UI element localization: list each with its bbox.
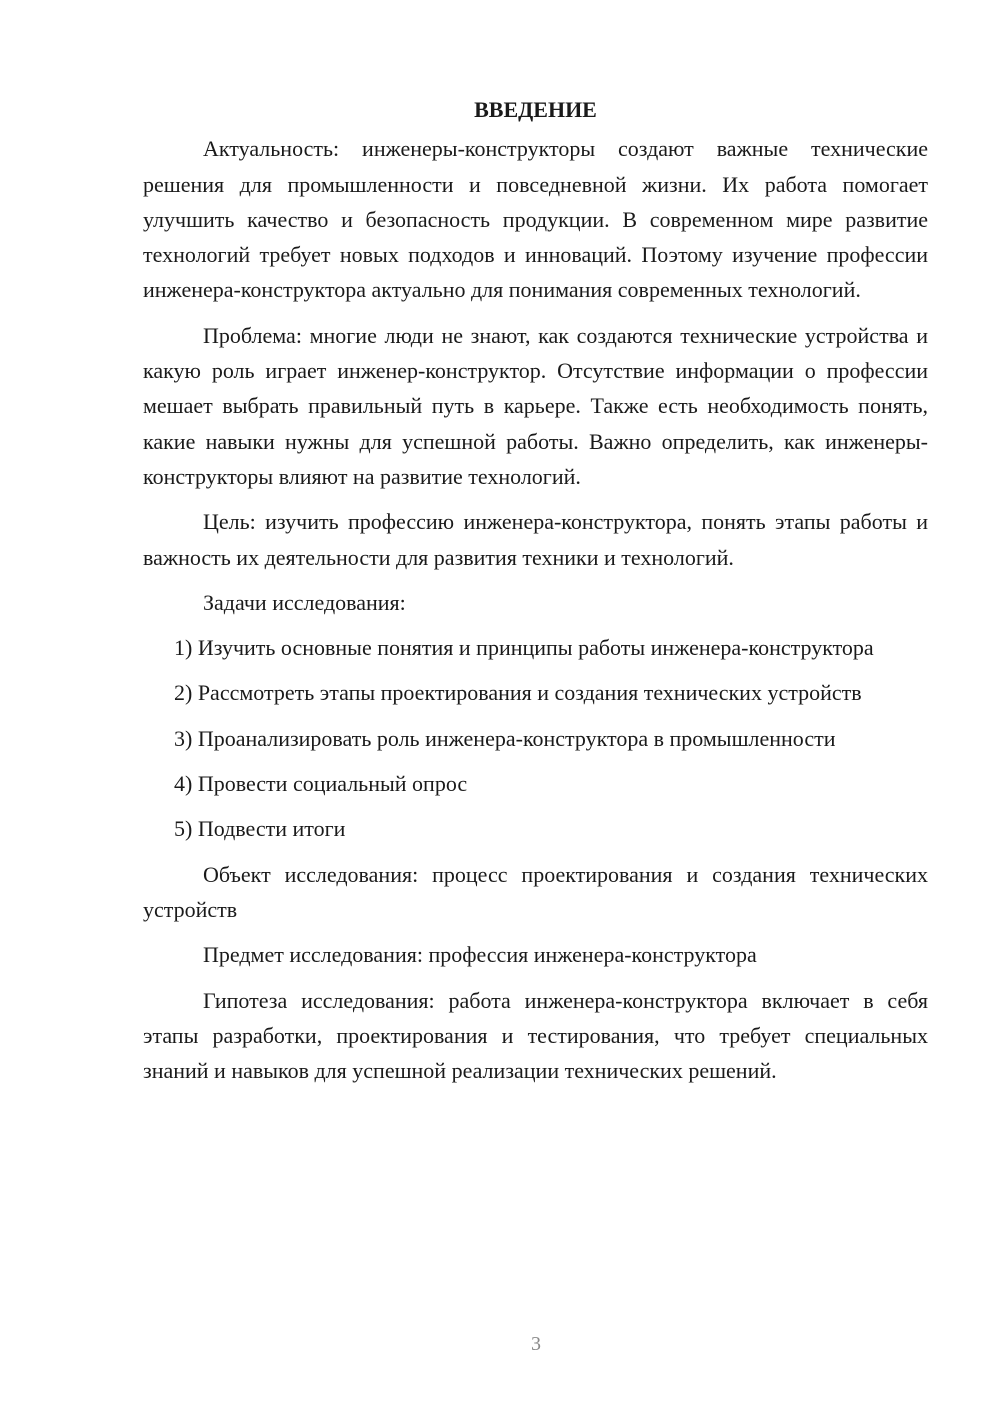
task-item-1: 1) Изучить основные понятия и принципы работы инженера-конструктора: [174, 635, 874, 661]
object-paragraph: Объект исследования: процесс проектирования и создания технических устройств: [143, 861, 928, 922]
tasks-heading: Задачи исследования:: [203, 589, 406, 615]
relevance-paragraph: Актуальность: инженеры-конструкторы создают важные технические решения для промышленности и повседневной жизни. Их работа помогает улучшить качество и безопасность продукции. В современном мире развитие технологий требует новых подходов и инноваций. Поэтому изучение профессии инженера-конструктора актуально для понимания современных технологий.: [143, 136, 928, 303]
subject-paragraph: Предмет исследования: профессия инженера-конструктора: [203, 942, 757, 968]
hypothesis-paragraph: Гипотеза исследования: работа инженера-конструктора включает в себя этапы разработки, проектирования и тестирования, что требует специальных знаний и навыков для успешной реализации технических решений.: [143, 987, 928, 1084]
task-item-3: 3) Проанализировать роль инженера-конструктора в промышленности: [174, 725, 836, 751]
task-item-4: 4) Провести социальный опрос: [174, 771, 468, 797]
task-item-2: 2) Рассмотреть этапы проектирования и создания технических устройств: [174, 680, 862, 706]
task-item-5: 5) Подвести итоги: [174, 816, 346, 842]
document-title: ВВЕДЕНИЕ: [474, 97, 597, 122]
problem-paragraph: Проблема: многие люди не знают, как создаются технические устройства и какую роль играет инженер-конструктор. Отсутствие информации о профессии мешает выбрать правильный путь в карьере. Также есть необходимость понять, какие навыки нужны для успешной работы. Важно определить, как инженеры-конструкторы влияют на развитие технологий.: [143, 322, 928, 489]
page-number: 3: [531, 1333, 541, 1355]
goal-paragraph: Цель: изучить профессию инженера-конструктора, понять этапы работы и важность их деятельности для развития техники и технологий.: [143, 509, 928, 570]
document-page: [143, 92, 928, 1098]
